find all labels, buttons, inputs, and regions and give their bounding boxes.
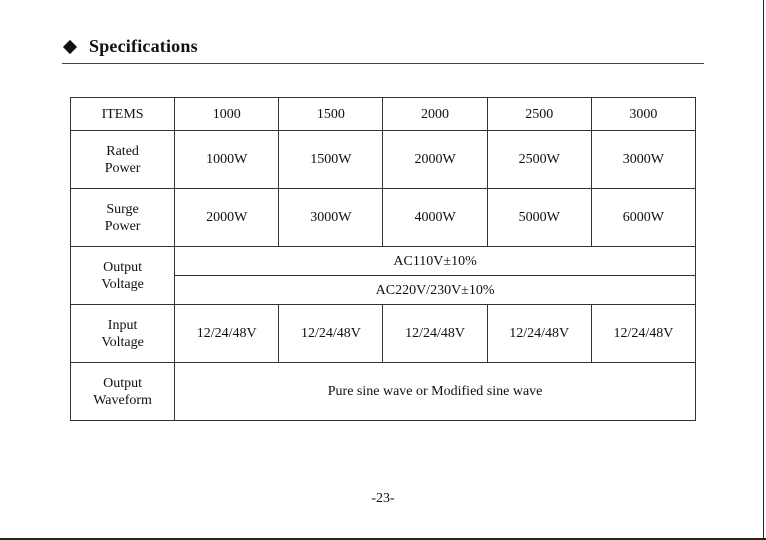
page-number: -23- [371,491,395,506]
input-voltage-value: 12/24/48V [487,305,591,363]
input-voltage-value: 12/24/48V [279,305,383,363]
page-frame-right-edge [763,0,764,540]
label-line: Surge [106,201,139,217]
label-line: Waveform [93,392,152,408]
header-model-cell: 2000 [383,98,487,131]
label-line: Voltage [101,334,144,350]
output-waveform-value: Pure sine wave or Modified sine wave [175,363,696,421]
diamond-bullet-icon [63,39,77,53]
section-title: Specifications [89,36,198,56]
input-voltage-row [71,305,696,363]
rated-power-row [71,131,696,189]
header-model-cell: 3000 [591,98,695,131]
output-voltage-row-1 [71,247,696,276]
header-model-cell: 1000 [175,98,279,131]
label-line: Power [104,218,141,234]
header-model-cell: 2500 [487,98,591,131]
surge-power-value: 5000W [487,189,591,247]
section-heading [62,36,198,57]
label-line: Output [103,259,143,275]
surge-power-value: 6000W [591,189,695,247]
label-line: Rated [106,143,139,159]
output-voltage-option-110v: AC110V±10% [175,247,696,276]
input-voltage-value: 12/24/48V [383,305,487,363]
output-waveform-label [71,363,175,421]
surge-power-value: 3000W [279,189,383,247]
rated-power-value: 2000W [383,131,487,189]
rated-power-label [71,131,175,189]
output-voltage-option-220v: AC220V/230V±10% [175,276,696,305]
surge-power-value: 4000W [383,189,487,247]
specifications-table [70,97,696,421]
rated-power-value: 2500W [487,131,591,189]
surge-power-value: 2000W [175,189,279,247]
table-header-row [71,98,696,131]
label-line: Power [104,160,141,176]
rated-power-value: 1000W [175,131,279,189]
output-voltage-label [71,247,175,305]
surge-power-label [71,189,175,247]
surge-power-row [71,189,696,247]
label-line: Voltage [101,276,144,292]
input-voltage-value: 12/24/48V [175,305,279,363]
header-items-cell: ITEMS [71,98,175,131]
input-voltage-value: 12/24/48V [591,305,695,363]
output-waveform-row [71,363,696,421]
heading-divider [62,63,704,64]
label-line: Output [103,375,143,391]
rated-power-value: 1500W [279,131,383,189]
label-line: Input [107,317,138,333]
rated-power-value: 3000W [591,131,695,189]
header-model-cell: 1500 [279,98,383,131]
input-voltage-label [71,305,175,363]
